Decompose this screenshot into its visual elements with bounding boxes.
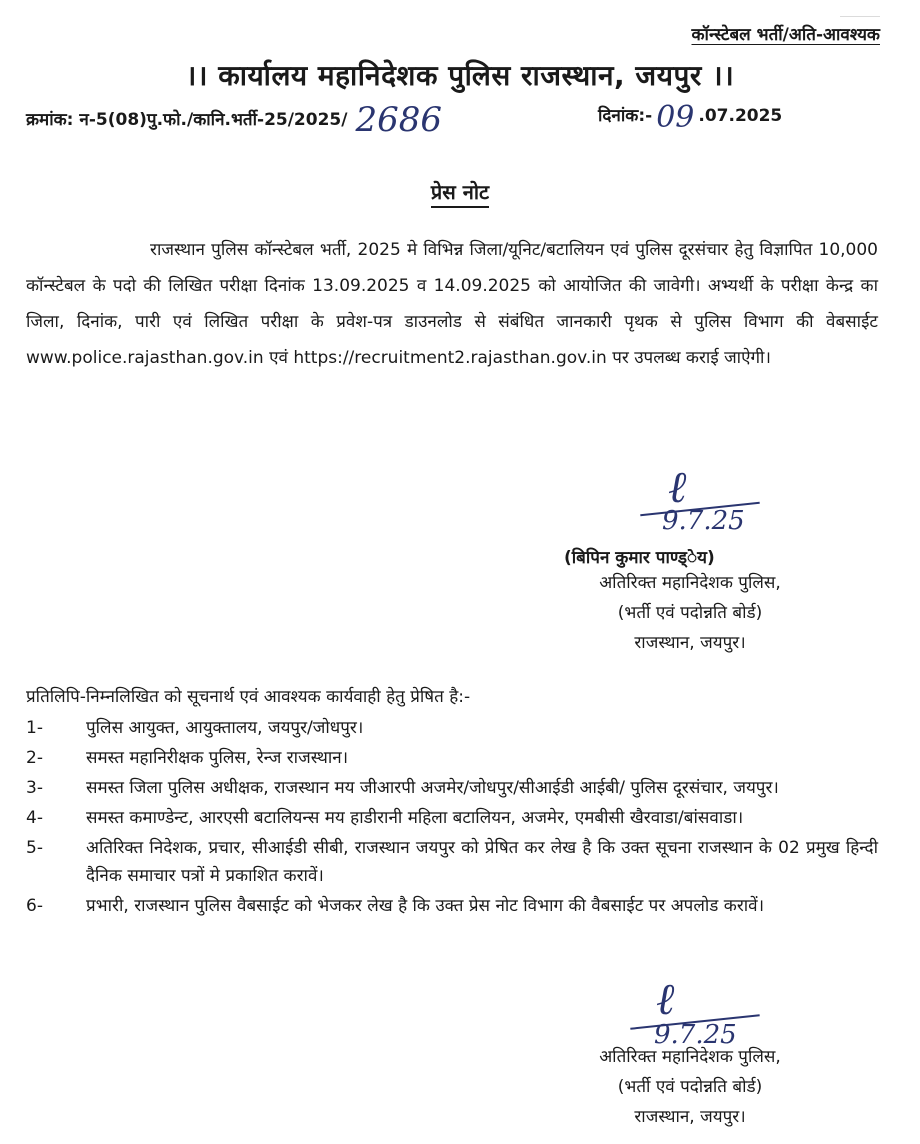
copy-to-item <box>26 774 878 802</box>
copy-to-item-text: समस्त कमाण्डेन्ट, आरएसी बटालियन्स मय हाडीरानी महिला बटालियन, अजमेर, एमबीसी खैरवाडा/बांसवाडा। <box>86 808 744 828</box>
copy-to-item-text: अतिरिक्त निदेशक, प्रचार, सीआईडी सीबी, राजस्थान जयपुर को प्रेषित कर लेख है कि उक्त सूचना राजस्थान के 02 प्रमुख हिन्दी दैनिक समाचार पत्रों मे प्रकाशित करावें। <box>86 838 878 886</box>
designation-line: अतिरिक्त महानिदेशक पुलिस, <box>599 1047 781 1067</box>
copy-to-item-text: समस्त जिला पुलिस अधीक्षक, राजस्थान मय जीआरपी अजमेर/जोधपुर/सीआईडी आईबी/ पुलिस दूरसंचार, जयपुर। <box>86 778 779 798</box>
copy-to-item <box>26 714 878 742</box>
signature-initial-1: ℓ <box>668 462 687 513</box>
copy-to-item <box>26 892 878 920</box>
copy-to-intro: प्रतिलिपि-निम्नलिखित को सूचनार्थ एवं आवश्यक कार्यवाही हेतु प्रेषित है:- <box>26 687 471 707</box>
copy-to-item-number: 6- <box>26 896 43 916</box>
signatory-name: (बिपिन कुमार पाण्ड्ेय) <box>564 548 715 568</box>
signature-date-2: 9.7.25 <box>654 1020 737 1050</box>
copy-to-item <box>26 744 878 772</box>
designation-line: राजस्थान, जयपुर। <box>634 633 746 653</box>
designation-line: (भर्ती एवं पदोन्नति बोर्ड) <box>617 1077 763 1097</box>
copy-to-item <box>26 804 878 832</box>
copy-to-item-text: पुलिस आयुक्त, आयुक्तालय, जयपुर/जोधपुर। <box>86 718 364 738</box>
handwritten-day: 09 <box>656 100 695 135</box>
copy-to-list <box>26 714 878 922</box>
copy-to-item-number: 1- <box>26 718 43 738</box>
copy-to-item-number: 3- <box>26 778 43 798</box>
date-rest: .07.2025 <box>698 106 783 126</box>
designation-line: (भर्ती एवं पदोन्नति बोर्ड) <box>617 603 763 623</box>
reference-prefix: न-5(08)पु.फो./कानि.भर्ती-25/2025/ <box>79 110 348 130</box>
signatory-designation-1 <box>540 568 840 658</box>
copy-to-item-text: प्रभारी, राजस्थान पुलिस वैबसाईट को भेजकर लेख है कि उक्त प्रेस नोट विभाग की वैबसाईट पर अपलोड करावें। <box>86 896 765 916</box>
copy-to-item-number: 4- <box>26 808 43 828</box>
copy-to-item-number: 2- <box>26 748 43 768</box>
copy-to-item-number: 5- <box>26 838 43 858</box>
reference-date <box>598 100 782 135</box>
press-note-body: राजस्थान पुलिस कॉन्स्टेबल भर्ती, 2025 मे विभिन्न जिला/यूनिट/बटालियन एवं पुलिस दूरसंचार हेतु विज्ञापित 10,000 कॉन्स्टेबल के पदो की लिखित परीक्षा दिनांक 13.09.2025 व 14.09.2025 को आयोजित की जावेगी। अभ्यर्थी के परीक्षा केन्द्र का जिला, दिनांक, पारी एवं लिखित परीक्षा के प्रवेश-पत्र डाउनलोड से संबंधित जानकारी पृथक से पुलिस विभाग की वेबसाईट www.police.rajasthan.gov.in एवं https://recruitment2.rajasthan.gov.in पर उपलब्ध कराई जाऐगी। <box>26 240 878 368</box>
signature-initial-2: ℓ <box>656 974 675 1025</box>
office-title: ।। कार्यालय महानिदेशक पुलिस राजस्थान, जयपुर ।। <box>185 59 735 92</box>
reference-number <box>26 100 442 140</box>
press-note-title: प्रेस नोट <box>431 180 489 208</box>
urgent-tag: कॉन्स्टेबल भर्ती/अति-आवश्यक <box>691 25 880 45</box>
designation-line: अतिरिक्त महानिदेशक पुलिस, <box>599 573 781 593</box>
date-label: दिनांक:- <box>598 106 653 126</box>
signature-date-1: 9.7.25 <box>662 506 745 536</box>
copy-to-item <box>26 834 878 890</box>
designation-line: राजस्थान, जयपुर। <box>634 1107 746 1127</box>
signatory-designation-2 <box>540 1042 840 1132</box>
copy-to-item-text: समस्त महानिरीक्षक पुलिस, रेन्ज राजस्थान। <box>86 748 349 768</box>
handwritten-dispatch-number: 2686 <box>355 100 442 140</box>
reference-label: क्रमांक: <box>26 110 74 130</box>
press-note-heading <box>0 178 920 205</box>
corner-stamp-mark <box>840 2 880 17</box>
